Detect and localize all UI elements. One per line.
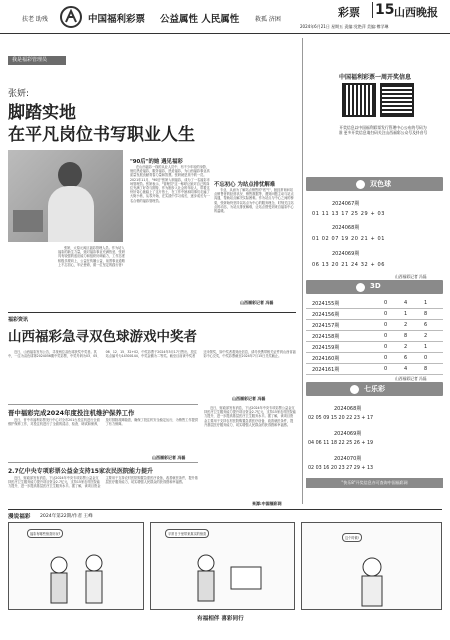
- article4-continued: [204, 406, 296, 502]
- article2-body: [8, 350, 296, 394]
- article3-title: 晋中福彩完成2024年度投注机维护保养工作: [8, 409, 135, 417]
- fc3d-name: 3D: [370, 282, 381, 290]
- fc3d-num: 1: [424, 300, 428, 306]
- cartoon-header: 漫说福彩: [8, 514, 31, 520]
- ssq-issue: 2024068期: [332, 225, 360, 231]
- ssq-numbers: 06 13 20 21 24 32 + 06: [312, 262, 386, 268]
- date-line: 2024年6月21日 星期五 责编:党艳萍 美编:傅学琳: [300, 24, 389, 29]
- fc3d-num: 8: [424, 311, 428, 317]
- qlc-banner: [306, 382, 443, 396]
- ball-icon: [356, 283, 365, 292]
- article4-continued-text: 近日，财政部发布消息，下达2024年中央专项彩票公益金支持医疗卫生服务能力提升项目资金2.7亿元，支持15家农村医院能力提升，进一步提高基层医疗卫生服务水平。据了解，该项目资金主要用于支持农村医院购置急需医疗设备，改善就医条件，提升基层医疗服务能力，切实增强人民群众的获得感和幸福感。: [204, 406, 296, 427]
- welfare-lottery-logo-icon: [60, 6, 82, 28]
- qlc-issue: 2024070期: [334, 456, 362, 462]
- ball-icon: [356, 180, 365, 189]
- article2-tag: 福彩资讯: [8, 317, 29, 323]
- fc3d-num: 1: [424, 344, 428, 350]
- ball-icon: [350, 385, 359, 394]
- lottery-info-title: 中国福利彩票一周开奖信息: [338, 74, 411, 81]
- qlc-issue: 2024068期: [334, 406, 362, 412]
- cartoon-figures-icon: [181, 549, 271, 609]
- cartoon-caption: 有福相伴 喜彩同行: [197, 616, 244, 622]
- ssq-name: 双色球: [370, 180, 391, 188]
- page-number: 15: [372, 2, 394, 18]
- cartoon-panel-3: [301, 522, 442, 610]
- qr-code-icon[interactable]: [380, 83, 414, 117]
- fc3d-num: 6: [404, 355, 408, 361]
- fc3d-num: 6: [424, 322, 428, 328]
- portrait-photo: [8, 150, 123, 242]
- article2-signature: 山西福彩记者 冯磊: [232, 396, 266, 401]
- divider: [8, 462, 198, 463]
- fc3d-num: 0: [384, 300, 388, 306]
- cartoon-panel-2: [150, 522, 295, 610]
- fc3d-issue: 2024157期: [312, 323, 340, 329]
- article4-body-text: 近日，财政部发布消息，下达2024年中央专项彩票公益金支持医疗卫生服务能力提升项目资金2.7亿元，支持15家农村医院能力提升，进一步提高基层医疗卫生服务水平。据了解，该项目资金主要用于支持农村医院购置急需医疗设备，改善就医条件，提升基层医疗服务能力，切实增强人民群众的获得感和幸福感。: [8, 476, 198, 489]
- article2-title: 山西福彩急寻双色球游戏中奖者: [8, 329, 197, 345]
- cartoon-issue: 2024年第22期/作者 王峰: [40, 514, 93, 519]
- fc3d-signature: 山西福彩记者 冯磊: [395, 376, 427, 381]
- cartoon-panel-1: [8, 522, 144, 610]
- section-name: 彩票: [338, 6, 360, 19]
- speech-bubble: 福彩有哪些惊喜好玩?: [27, 529, 63, 538]
- qr-caption: 开奖信息以中国福利彩票发行管理中心公布的号码为准 更多开奖信息请扫码关注山西福彩公众号及抖音号: [338, 125, 428, 135]
- lead-subsection-1: "90后"的她 遇见福彩: [130, 159, 183, 165]
- fc3d-issue: 2024158期: [312, 334, 340, 340]
- ssq-banner: [306, 177, 443, 191]
- fc3d-num: 2: [404, 322, 408, 328]
- masthead: [0, 0, 450, 34]
- brand-name: 中国福利彩票: [88, 14, 146, 25]
- article3-body: [8, 418, 198, 456]
- qlc-numbers: 02 05 09 15 20 22 23 + 17: [308, 416, 374, 421]
- speech-bubble: 平常日子里带来真实的惊喜: [165, 529, 209, 538]
- column-divider: [302, 38, 303, 504]
- fc3d-num: 0: [384, 366, 388, 372]
- brand-values: 公益属性 人民属性: [160, 14, 240, 25]
- lead-body-right: [214, 188, 294, 280]
- article4-body: [8, 476, 198, 502]
- lead-body-mid-text: 在山西福彩一线的从业人员中，有不少年轻的身影，他们热爱福彩，服务福彩，热爱福彩，为山西福彩事业高质量发展贡献青春力量和智慧。张妍就是其中的一员。2021年11月，"90后"张妍入职福彩，成为了一名福彩市场管理员。张妍表示，"管理员"这一称呼让她对自己的岗位充满了好奇与期待，作为刚步入社会的年轻人，带着这份好奇心她踏上了这片热土，在工作中她和同事们走遍了大街小巷，从零开始，在实践中学习成长，逐步成长为一名合格的福彩管理员。: [130, 165, 210, 203]
- article3-body-text: 近日，晋中市福利彩票发行中心对全市201台投注机进行全面维护保养工作，对投注机进行了全面的清洁、检查、调试和保养，及时排除故障隐患，确保了投注机安全稳定运行，为销售工作提供了有力保障。: [8, 418, 198, 427]
- article4-title: 2.7亿中央专项彩票公益金支持15家农民医院能力提升: [8, 468, 153, 475]
- ssq-numbers: 01 02 07 19 20 21 + 01: [312, 236, 386, 242]
- lead-body-right-text: 专业，从而为了解站点销售的"底气"，她经常询问站点销售者的经营状况、销售数据等，遇到问题主动与站点沟通，帮助站点解决实际困难。作为站点与中心之间的桥梁，张妍始终坚持以站点为中心的服务理念，时刻关注站点的动态，为站点排忧解难，让站点感受到来自福彩中心的温暖。: [214, 188, 294, 214]
- fc3d-banner: [306, 280, 443, 294]
- divider: [8, 404, 198, 405]
- qlc-issue: 2024069期: [334, 431, 362, 437]
- ssq-signature: 山西福彩记者 冯磊: [395, 274, 427, 279]
- fc3d-num: 0: [384, 322, 388, 328]
- divider: [8, 509, 442, 510]
- fc3d-num: 0: [424, 355, 428, 361]
- slogan-left: 扶老 助残: [22, 16, 48, 23]
- fc3d-num: 2: [424, 333, 428, 339]
- fc3d-issue: 2024156期: [312, 312, 340, 318]
- article2-body-text: 近日，山西福彩发布公告，寻找两位双色球获奖中奖者。其中，一注为双色球第2024056期中奖彩票，中奖号码为03、05、06、12、15、32+02，中奖彩票于2024年5月17日售出，投注站点编号为14300144，中奖金额为二等奖。截至目前该中奖者还未领奖，如中奖者看到此信息，请尽快携带相关证件到山西省福彩中心兑奖，中奖彩票截至2024年7月15日兑奖截止。: [8, 350, 296, 359]
- article4-signature: 来源:中国福彩网: [252, 501, 282, 506]
- photo-caption: [58, 246, 125, 302]
- qlc-numbers: 04 06 11 18 22 25 26 + 19: [308, 441, 374, 446]
- cartoon-figures-icon: [39, 551, 119, 609]
- qlc-name: 七乐彩: [364, 385, 385, 393]
- fc3d-num: 8: [404, 333, 408, 339]
- fc3d-num: 4: [404, 366, 408, 372]
- fc3d-issue: 2024159期: [312, 345, 340, 351]
- lead-kicker: 张妍:: [8, 89, 30, 99]
- ssq-numbers: 01 11 13 17 25 29 + 03: [312, 211, 386, 217]
- slogan-right: 救孤 济困: [255, 16, 281, 23]
- fc3d-issue: 2024155期: [312, 301, 340, 307]
- fc3d-table: [306, 298, 443, 375]
- qlc-numbers: 02 03 16 20 23 27 29 + 13: [308, 466, 374, 471]
- lead-title-line2: 在平凡岗位书写职业人生: [8, 125, 195, 145]
- article3-signature: 山西福彩记者 冯磊: [152, 455, 186, 460]
- fc3d-num: 2: [404, 344, 408, 350]
- lead-title-line1: 脚踏实地: [8, 103, 76, 123]
- fc3d-issue: 2024160期: [312, 356, 340, 362]
- cartoon-figures-icon: [332, 553, 412, 609]
- ssq-issue: 2024067期: [332, 201, 360, 207]
- fc3d-issue: 2024161期: [312, 367, 340, 373]
- ssq-issue: 2024069期: [332, 251, 360, 257]
- kl8-footer: "快乐8"开奖信息亦可查询中国福彩网: [306, 478, 443, 488]
- column-tag: 我是福彩管理员: [8, 56, 66, 65]
- speech-bubble: 这个时候!: [342, 533, 362, 542]
- fc3d-num: 8: [424, 366, 428, 372]
- divider: [8, 312, 296, 313]
- lead-subsection-2: 不忘初心 为站点排忧解难: [214, 182, 276, 188]
- lead-body-mid: [130, 165, 210, 303]
- fc3d-num: 1: [404, 311, 408, 317]
- lead-signature: 山西福彩记者 冯磊: [240, 300, 274, 305]
- fc3d-num: 0: [384, 355, 388, 361]
- fc3d-num: 0: [384, 311, 388, 317]
- fc3d-num: 0: [384, 344, 388, 350]
- fc3d-num: 0: [384, 333, 388, 339]
- paper-name: 山西晚报: [394, 6, 438, 19]
- qr-code-icon[interactable]: [342, 83, 376, 117]
- fc3d-num: 4: [404, 300, 408, 306]
- photo-caption-text: 张妍，太原元闳区福彩管理人员。作为切入福彩的新生力量，她对福彩事业充满热爱，张妍具有较强的适应能力和组织协调能力，工作态度积极乐观向上，公益在传播公益，前景事业道路上不忘初心，牢记使命，做一位坚定的践行者!: [58, 246, 125, 267]
